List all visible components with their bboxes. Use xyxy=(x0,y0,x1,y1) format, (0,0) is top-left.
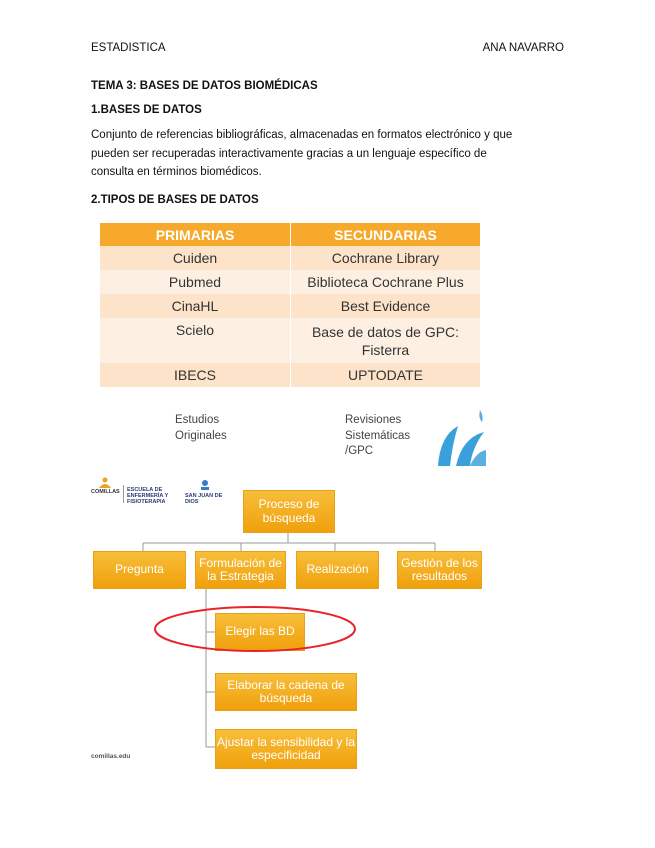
box-formulacion: Formulación de la Estrategia xyxy=(195,551,286,589)
table-row xyxy=(100,294,480,318)
section1-paragraph xyxy=(91,126,561,182)
paragraph-line: pueden ser recuperadas interactivamente gracias a un lenguaje específico de xyxy=(91,147,487,160)
box-pregunta: Pregunta xyxy=(93,551,186,589)
table-cell: CinaHL xyxy=(100,294,291,318)
table-row xyxy=(100,363,480,387)
table-cell: Pubmed xyxy=(100,270,291,294)
caption-line: /GPC xyxy=(345,445,374,457)
logo-escuela-text: ESCUELA DE ENFERMERÍA Y FISIOTERAPIA xyxy=(127,487,169,505)
table-cell: Cochrane Library xyxy=(291,246,481,270)
column-header-primarias: PRIMARIAS xyxy=(100,223,291,246)
table-header-row xyxy=(100,223,480,246)
box-realizacion: Realización xyxy=(296,551,379,589)
highlight-ellipse xyxy=(151,603,361,655)
logo-sanjuan-text: SAN JUAN DE DIOS xyxy=(185,493,223,505)
paragraph-line: consulta en términos biomédicos. xyxy=(91,166,262,178)
search-process-diagram xyxy=(91,465,486,770)
box-gestion-resultados: Gestión de los resultados xyxy=(397,551,482,589)
box-ajustar-sensibilidad: Ajustar la sensibilidad y la especificidad xyxy=(215,729,357,769)
caption-revisiones xyxy=(345,413,410,460)
column-header-secundarias: SECUNDARIAS xyxy=(291,223,481,246)
box-elaborar-cadena: Elaborar la cadena de búsqueda xyxy=(215,673,357,711)
table-cell: UPTODATE xyxy=(291,363,481,387)
table-cell: Best Evidence xyxy=(291,294,481,318)
database-types-table xyxy=(100,223,480,387)
caption-line: Estudios xyxy=(175,414,220,426)
table-cell: Scielo xyxy=(100,318,291,363)
footer-url: comillas.edu xyxy=(91,753,131,760)
table-row xyxy=(100,246,480,270)
caption-line: Revisiones xyxy=(345,414,402,426)
table-cell: Base de datos de GPC: Fisterra xyxy=(291,318,481,363)
table-cell: Cuiden xyxy=(100,246,291,270)
header-right: ANA NAVARRO xyxy=(482,42,564,54)
decorative-leaf-icon xyxy=(430,408,486,466)
box-proceso-busqueda: Proceso de búsqueda xyxy=(243,490,335,533)
header-left: ESTADISTICA xyxy=(91,42,166,54)
section1-heading: 1.BASES DE DATOS xyxy=(91,104,202,116)
caption-estudios-originales xyxy=(175,413,227,444)
table-row xyxy=(100,270,480,294)
caption-line: Originales xyxy=(175,429,227,442)
caption-line: Sistemáticas xyxy=(345,429,411,442)
section2-heading: 2.TIPOS DE BASES DE DATOS xyxy=(91,194,259,206)
paragraph-line: Conjunto de referencias bibliográficas, almacenadas en formatos electrónico y que xyxy=(91,129,513,141)
logo-comillas-text: COMILLAS xyxy=(91,489,120,495)
table-cell: Biblioteca Cochrane Plus xyxy=(291,270,481,294)
table-cell: IBECS xyxy=(100,363,291,387)
table-row xyxy=(100,318,480,363)
document-title: TEMA 3: BASES DE DATOS BIOMÉDICAS xyxy=(91,80,318,92)
box-elegir-bd: Elegir las BD xyxy=(215,613,305,651)
